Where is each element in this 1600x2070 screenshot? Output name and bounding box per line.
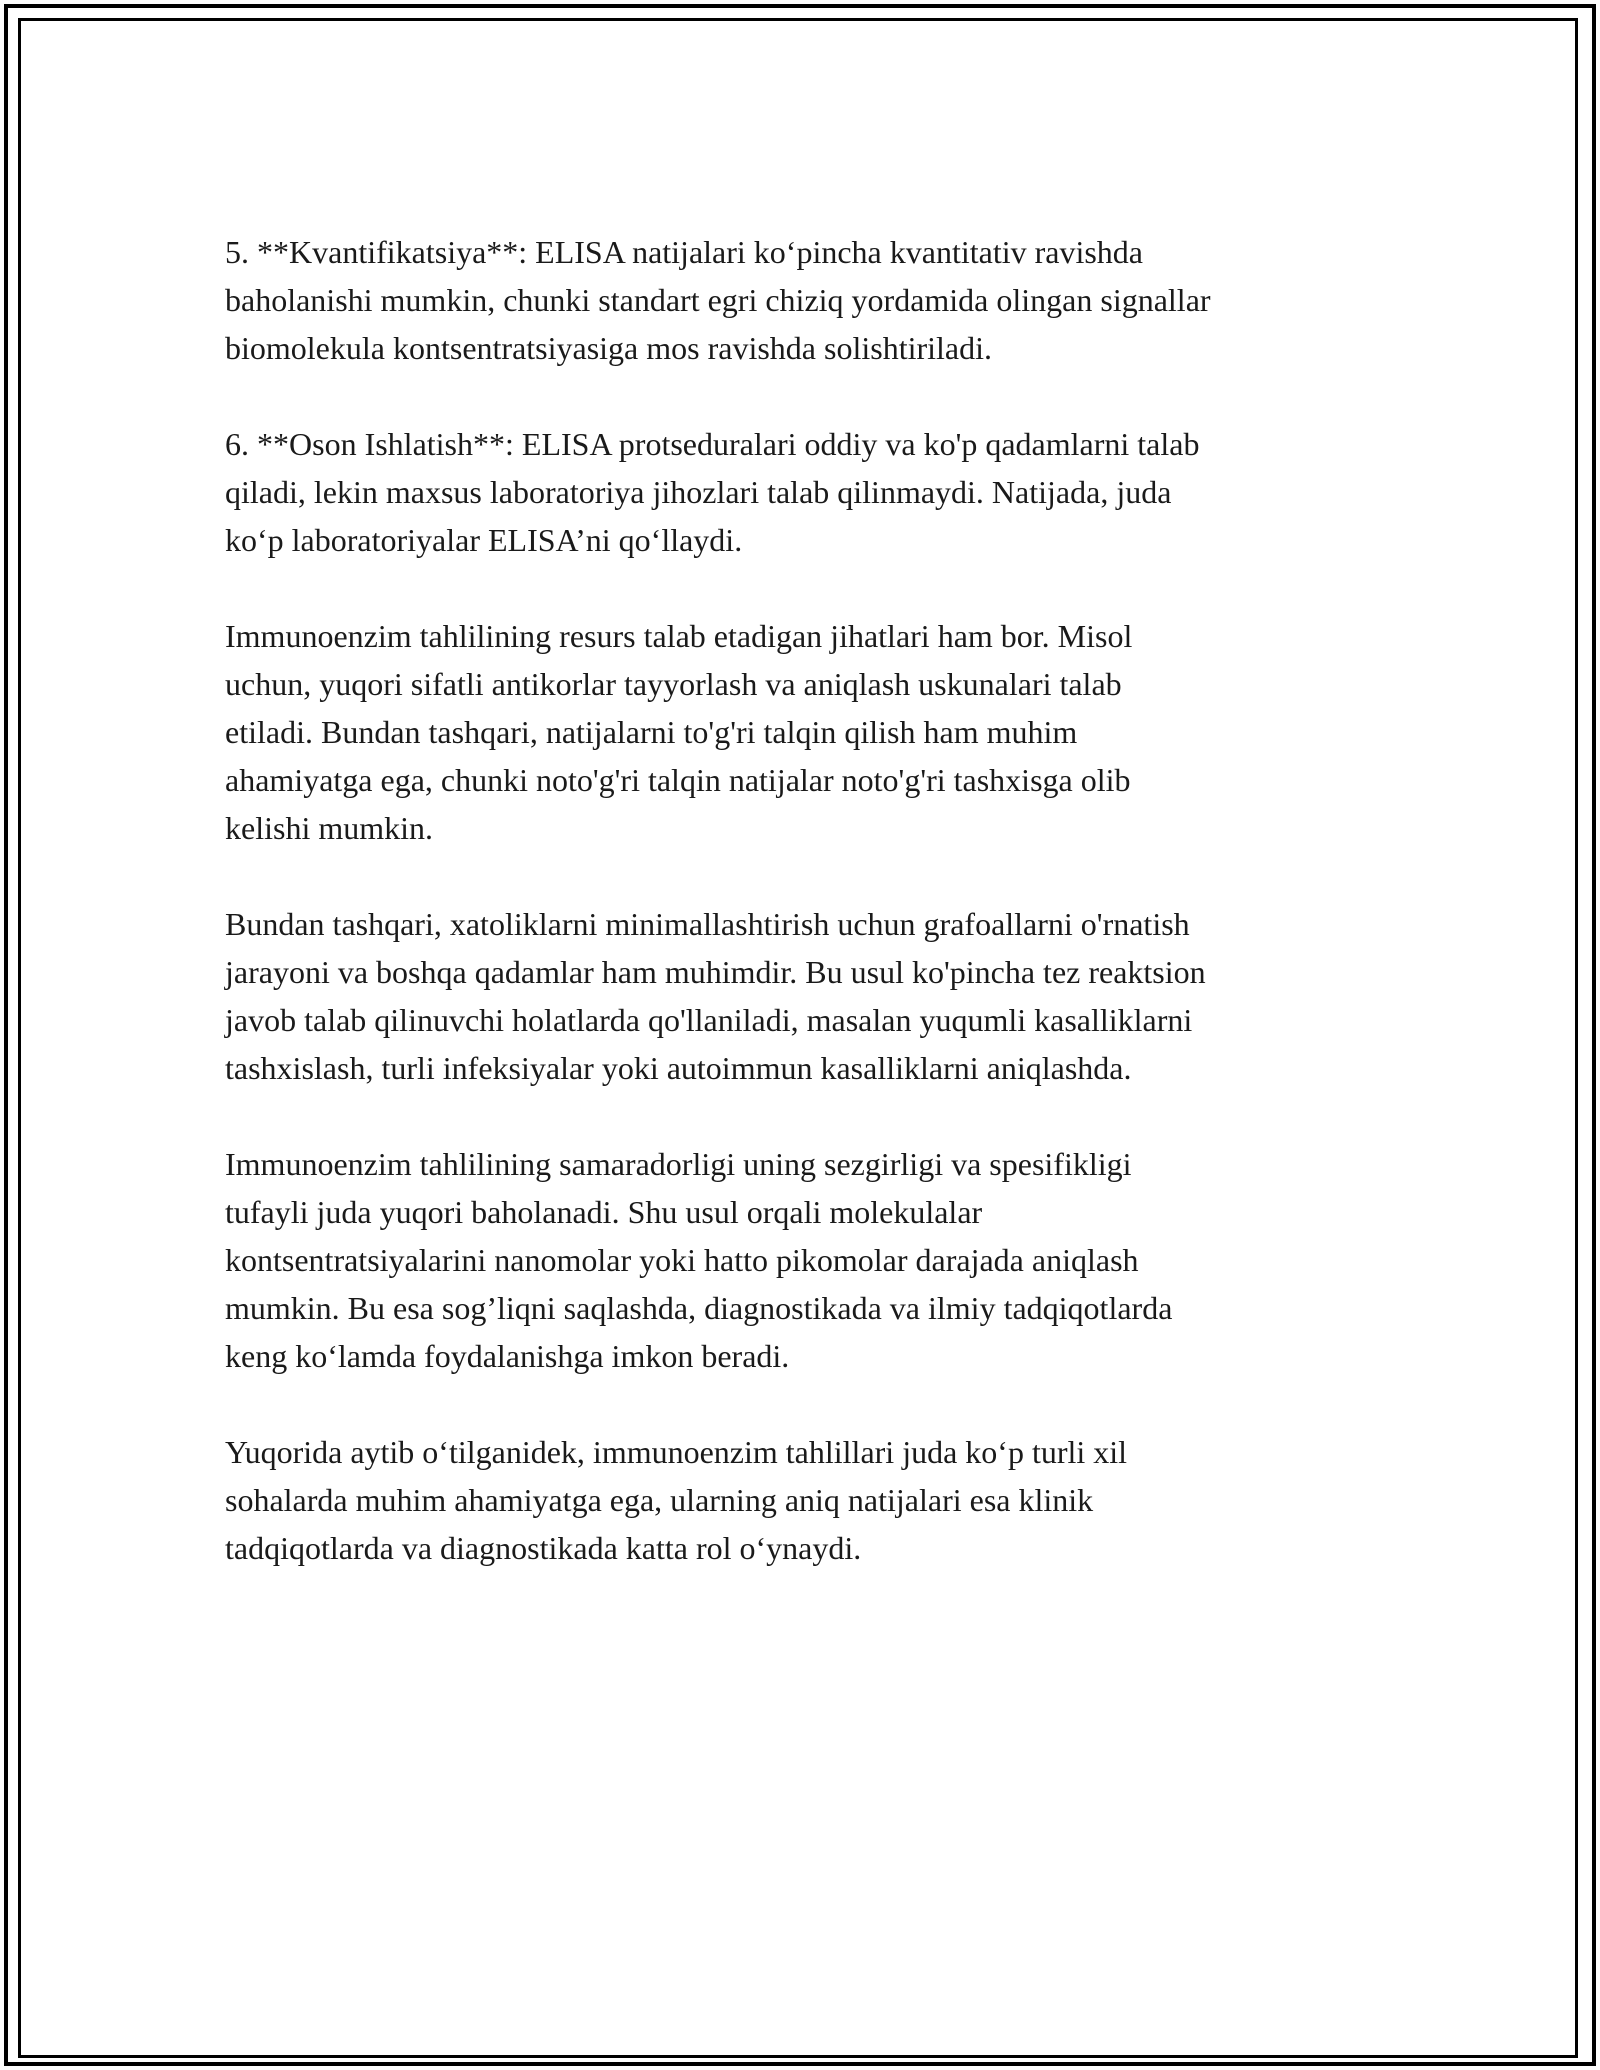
paragraph-effectiveness: Immunoenzim tahlilining samaradorligi uning sezgirligi va spesifikligi tufayli juda yuqori baholanadi. Shu usul orqali molekulalar kontsentratsiyalarini nanomolar yoki hatto pikomolar darajada aniqlash mumkin. Bu esa sog’liqni saqlashda, diagnostikada va ilmiy tadqiqotlarda keng ko‘lamda foydalanishga imkon beradi. [225, 1146, 1173, 1374]
paragraph-conclusion: Yuqorida aytib o‘tilganidek, immunoenzim tahlillari juda ko‘p turli xil sohalarda muhim ahamiyatga ega, ularning aniq natijalari esa klinik tadqiqotlarda va diagnostikada katta rol o‘ynaydi. [225, 1434, 1128, 1566]
paragraph-error-minimization: Bundan tashqari, xatoliklarni minimallashtirish uchun grafoallarni o'rnatish jarayoni va boshqa qadamlar ham muhimdir. Bu usul ko'pincha tez reaktsion javob talab qilinuvchi holatlarda qo'llaniladi, masalan yuqumli kasalliklarni tashxislash, turli infeksiyalar yoki autoimmun kasalliklarni aniqlashda. [225, 906, 1206, 1086]
document-body [225, 228, 1375, 1620]
paragraph-ease-of-use: 6. **Oson Ishlatish**: ELISA protseduralari oddiy va ko'p qadamlarni talab qiladi, lekin maxsus laboratoriya jihozlari talab qilinmaydi. Natijada, juda ko‘p laboratoriyalar ELISA’ni qo‘llaydi. [225, 426, 1200, 558]
paragraph-quantification: 5. **Kvantifikatsiya**: ELISA natijalari ko‘pincha kvantitativ ravishda baholanishi mumkin, chunki standart egri chiziq yordamida olingan signallar biomolekula kontsentratsiyasiga mos ravishda solishtiriladi. [225, 234, 1211, 366]
paragraph-resource-requirements: Immunoenzim tahlilining resurs talab etadigan jihatlari ham bor. Misol uchun, yuqori sifatli antikorlar tayyorlash va aniqlash uskunalari talab etiladi. Bundan tashqari, natijalarni to'g'ri talqin qilish ham muhim ahamiyatga ega, chunki noto'g'ri talqin natijalar noto'g'ri tashxisga olib kelishi mumkin. [225, 618, 1133, 846]
